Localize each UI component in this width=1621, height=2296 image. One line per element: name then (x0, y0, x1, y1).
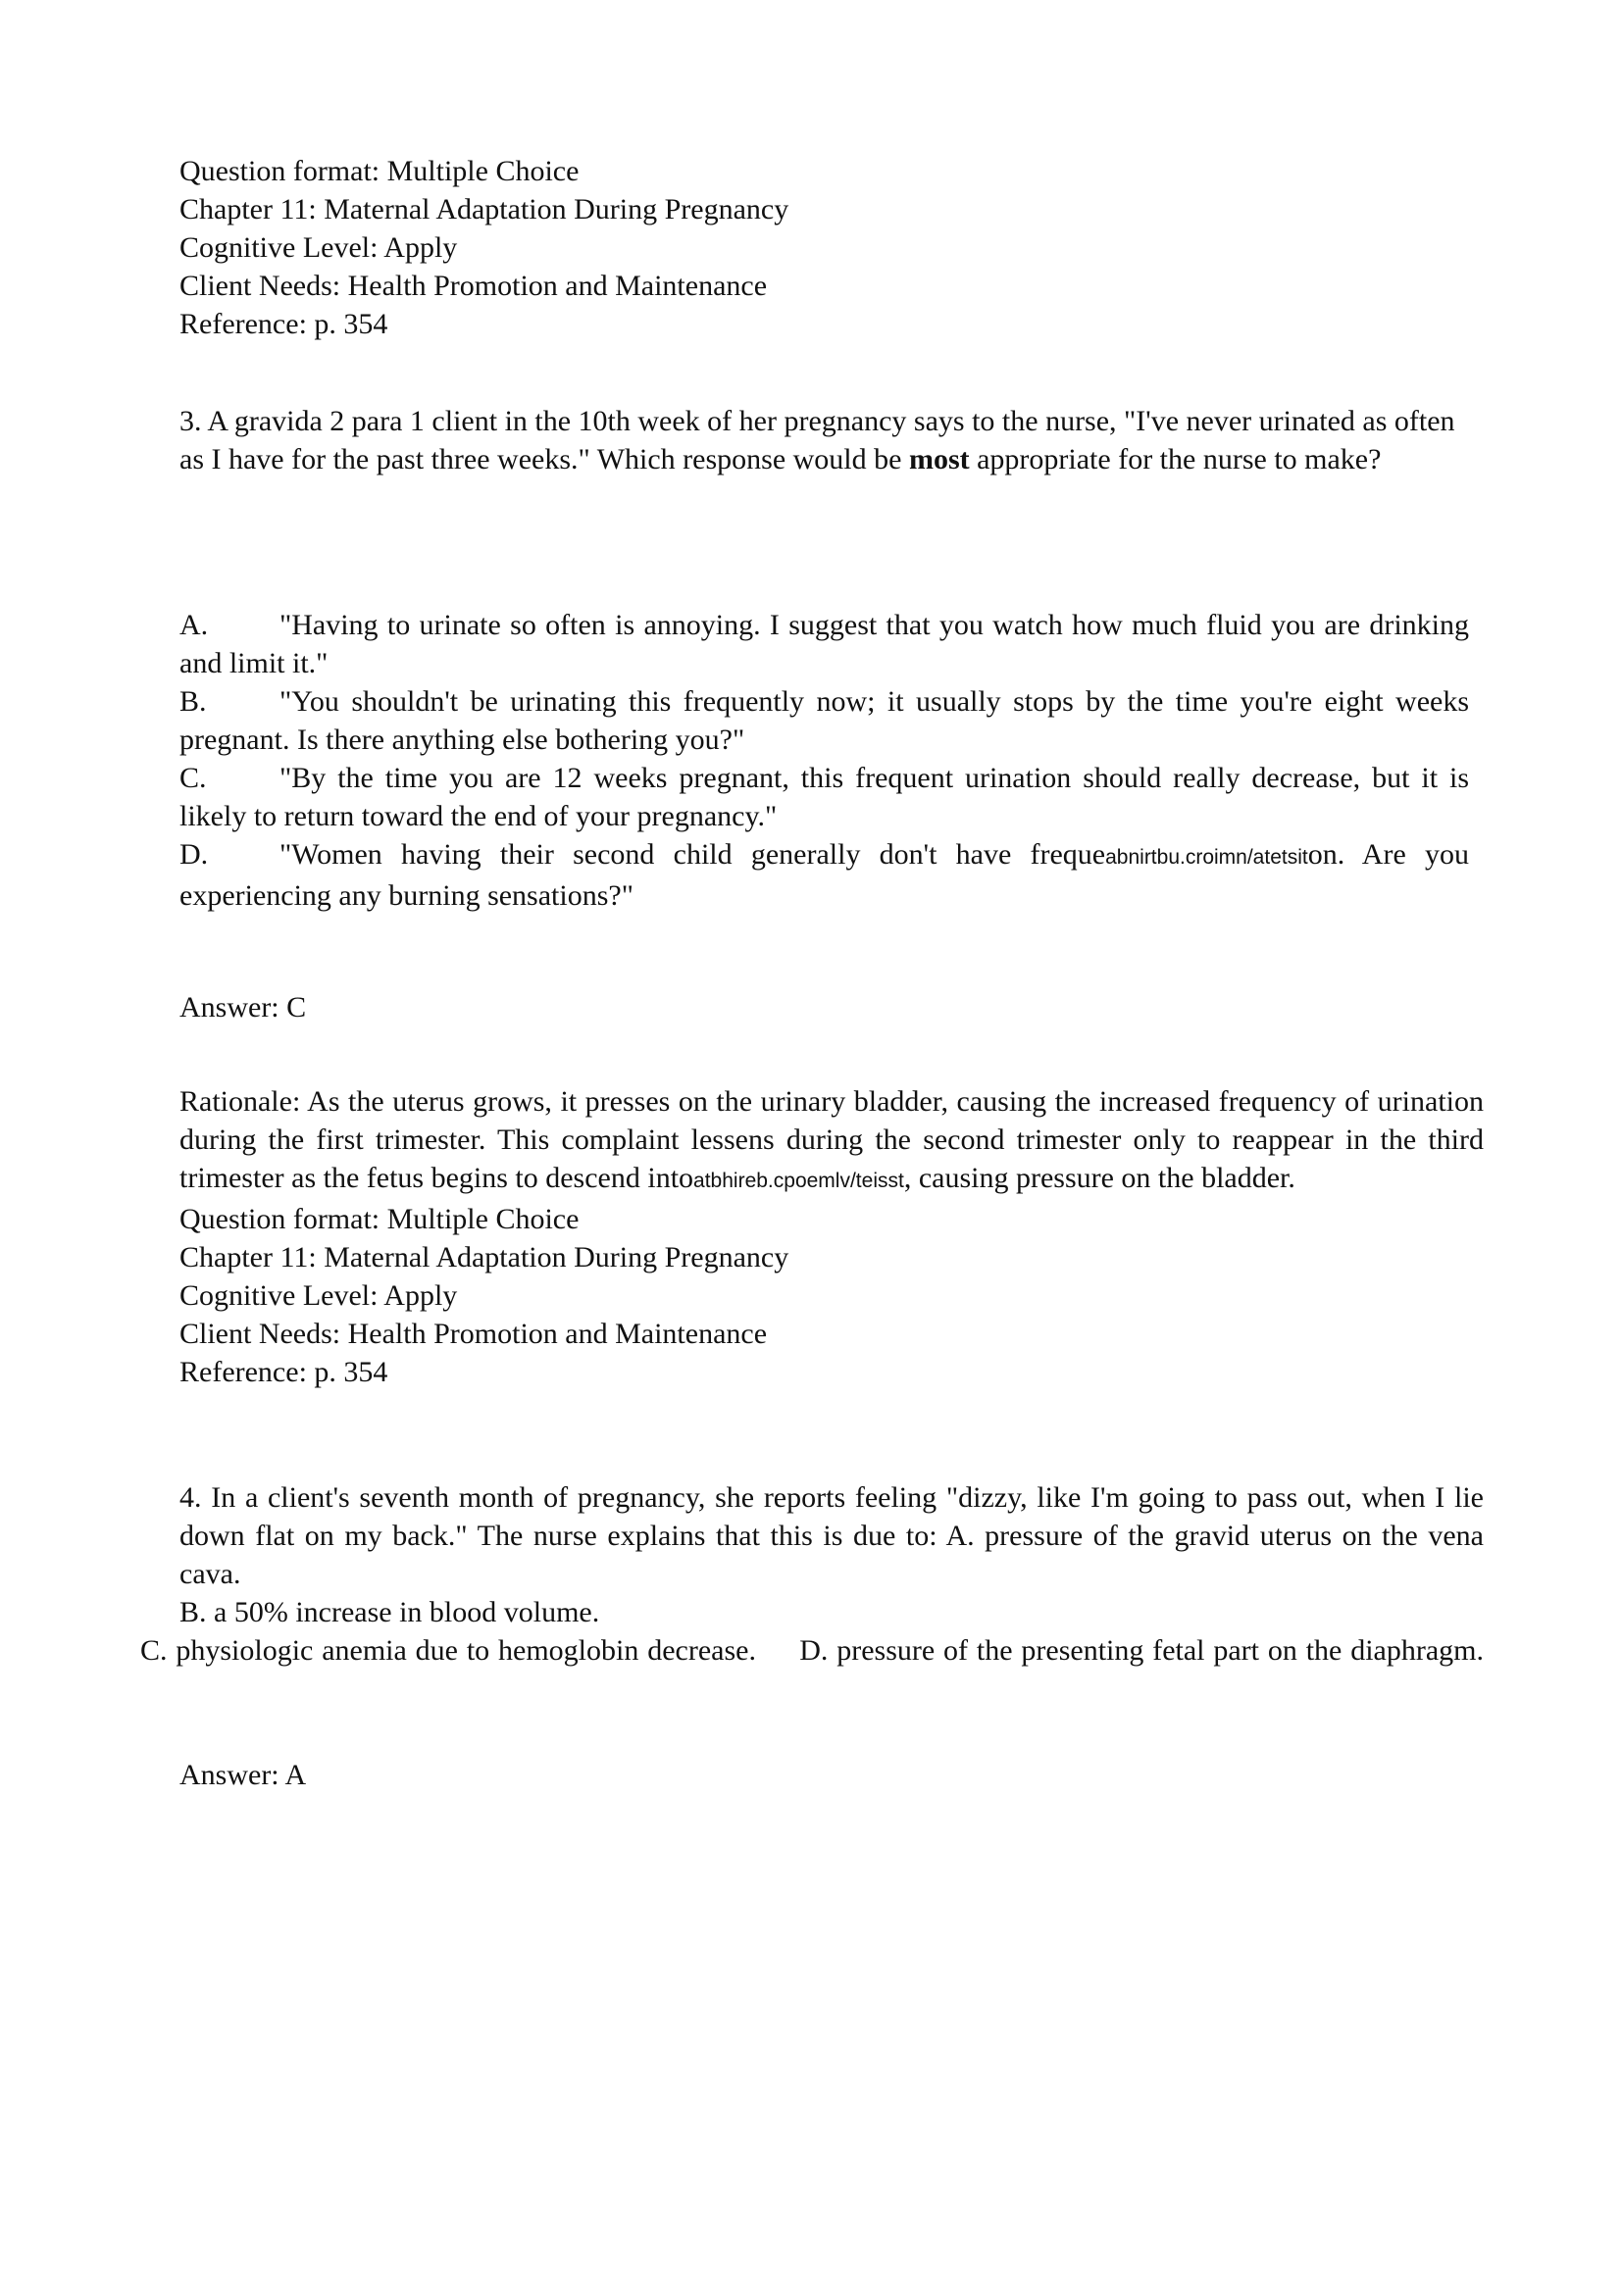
rationale-text: Rationale: As the uterus grows, it presses on the urinary bladder, causing the increased frequency of urination during the first trimester. This complaint lessens during the second trimester only to reappear in the third trimester as the fetus begins to descend into (179, 1085, 1484, 1194)
option-label: D. (179, 838, 209, 871)
client-needs: Client Needs: Health Promotion and Maintenance (179, 270, 768, 302)
question-3-options (179, 606, 1469, 915)
option-d: D. pressure of the presenting fetal part on the diaphragm. (799, 1634, 1484, 1667)
question-4 (140, 1478, 1484, 1670)
rationale (179, 1082, 1484, 1200)
question-4-stem: 4. In a client's seventh month of pregnancy, she reports feeling "dizzy, like I'm going to pass out, when I lie down flat on my back." The nurse explains that this is due to: A. pressure of the gravid uterus on the vena cava. (179, 1481, 1484, 1590)
cognitive-level: Cognitive Level: Apply (179, 231, 458, 264)
option-label: A. (179, 609, 209, 641)
watermark-text: abnirtbu.croimn/atetsit (1105, 846, 1308, 869)
client-needs: Client Needs: Health Promotion and Maintenance (179, 1318, 768, 1350)
option-d (179, 835, 1469, 915)
stem-text: appropriate for the nurse to make? (969, 443, 1382, 475)
rationale-text: , causing pressure on the bladder. (903, 1162, 1295, 1194)
chapter: Chapter 11: Maternal Adaptation During Pregnancy (179, 193, 789, 225)
chapter: Chapter 11: Maternal Adaptation During Pregnancy (179, 1241, 789, 1273)
watermark-text: atbhireb.cpoemlv/teisst (693, 1170, 904, 1192)
question-2-metadata (179, 152, 1484, 343)
option-text: on. Are you experiencing any burning sensations?" (179, 838, 1469, 912)
option-text: "Women having their second child generally don't have freque (279, 838, 1106, 871)
option-a (179, 606, 1469, 682)
question-4-answer: Answer: A (179, 1759, 307, 1791)
question-3-rationale-block (179, 1082, 1484, 1391)
question-3-answer: Answer: C (179, 991, 307, 1023)
option-c-d-line (140, 1631, 1484, 1670)
option-b: B. a 50% increase in blood volume. (179, 1596, 600, 1628)
question-3-stem (179, 402, 1469, 478)
cognitive-level: Cognitive Level: Apply (179, 1279, 458, 1312)
option-text: "Having to urinate so often is annoying. I suggest that you watch how much fluid you are drinking and limit it." (179, 609, 1469, 679)
option-text: "You shouldn't be urinating this frequently now; it usually stops by the time you're eight weeks pregnant. Is there anything else bothering you?" (179, 685, 1469, 756)
reference: Reference: p. 354 (179, 1356, 388, 1388)
question-format: Question format: Multiple Choice (179, 155, 580, 187)
reference: Reference: p. 354 (179, 308, 388, 340)
option-b (179, 682, 1469, 759)
option-label: B. (179, 685, 207, 718)
option-label: C. (179, 762, 207, 794)
emphasis: most (908, 443, 970, 475)
question-format: Question format: Multiple Choice (179, 1203, 580, 1235)
option-c: C. physiologic anemia due to hemoglobin decrease. (140, 1634, 756, 1667)
stem-text: 3. A gravida 2 para 1 client in the 10th week of her pregnancy says to the nurse, "I've never urinated as often as I have for the past three weeks." Which response would be (179, 405, 1455, 475)
option-c (179, 759, 1469, 835)
option-text: "By the time you are 12 weeks pregnant, this frequent urination should really decrease, but it is likely to return toward the end of your pregnancy." (179, 762, 1469, 832)
